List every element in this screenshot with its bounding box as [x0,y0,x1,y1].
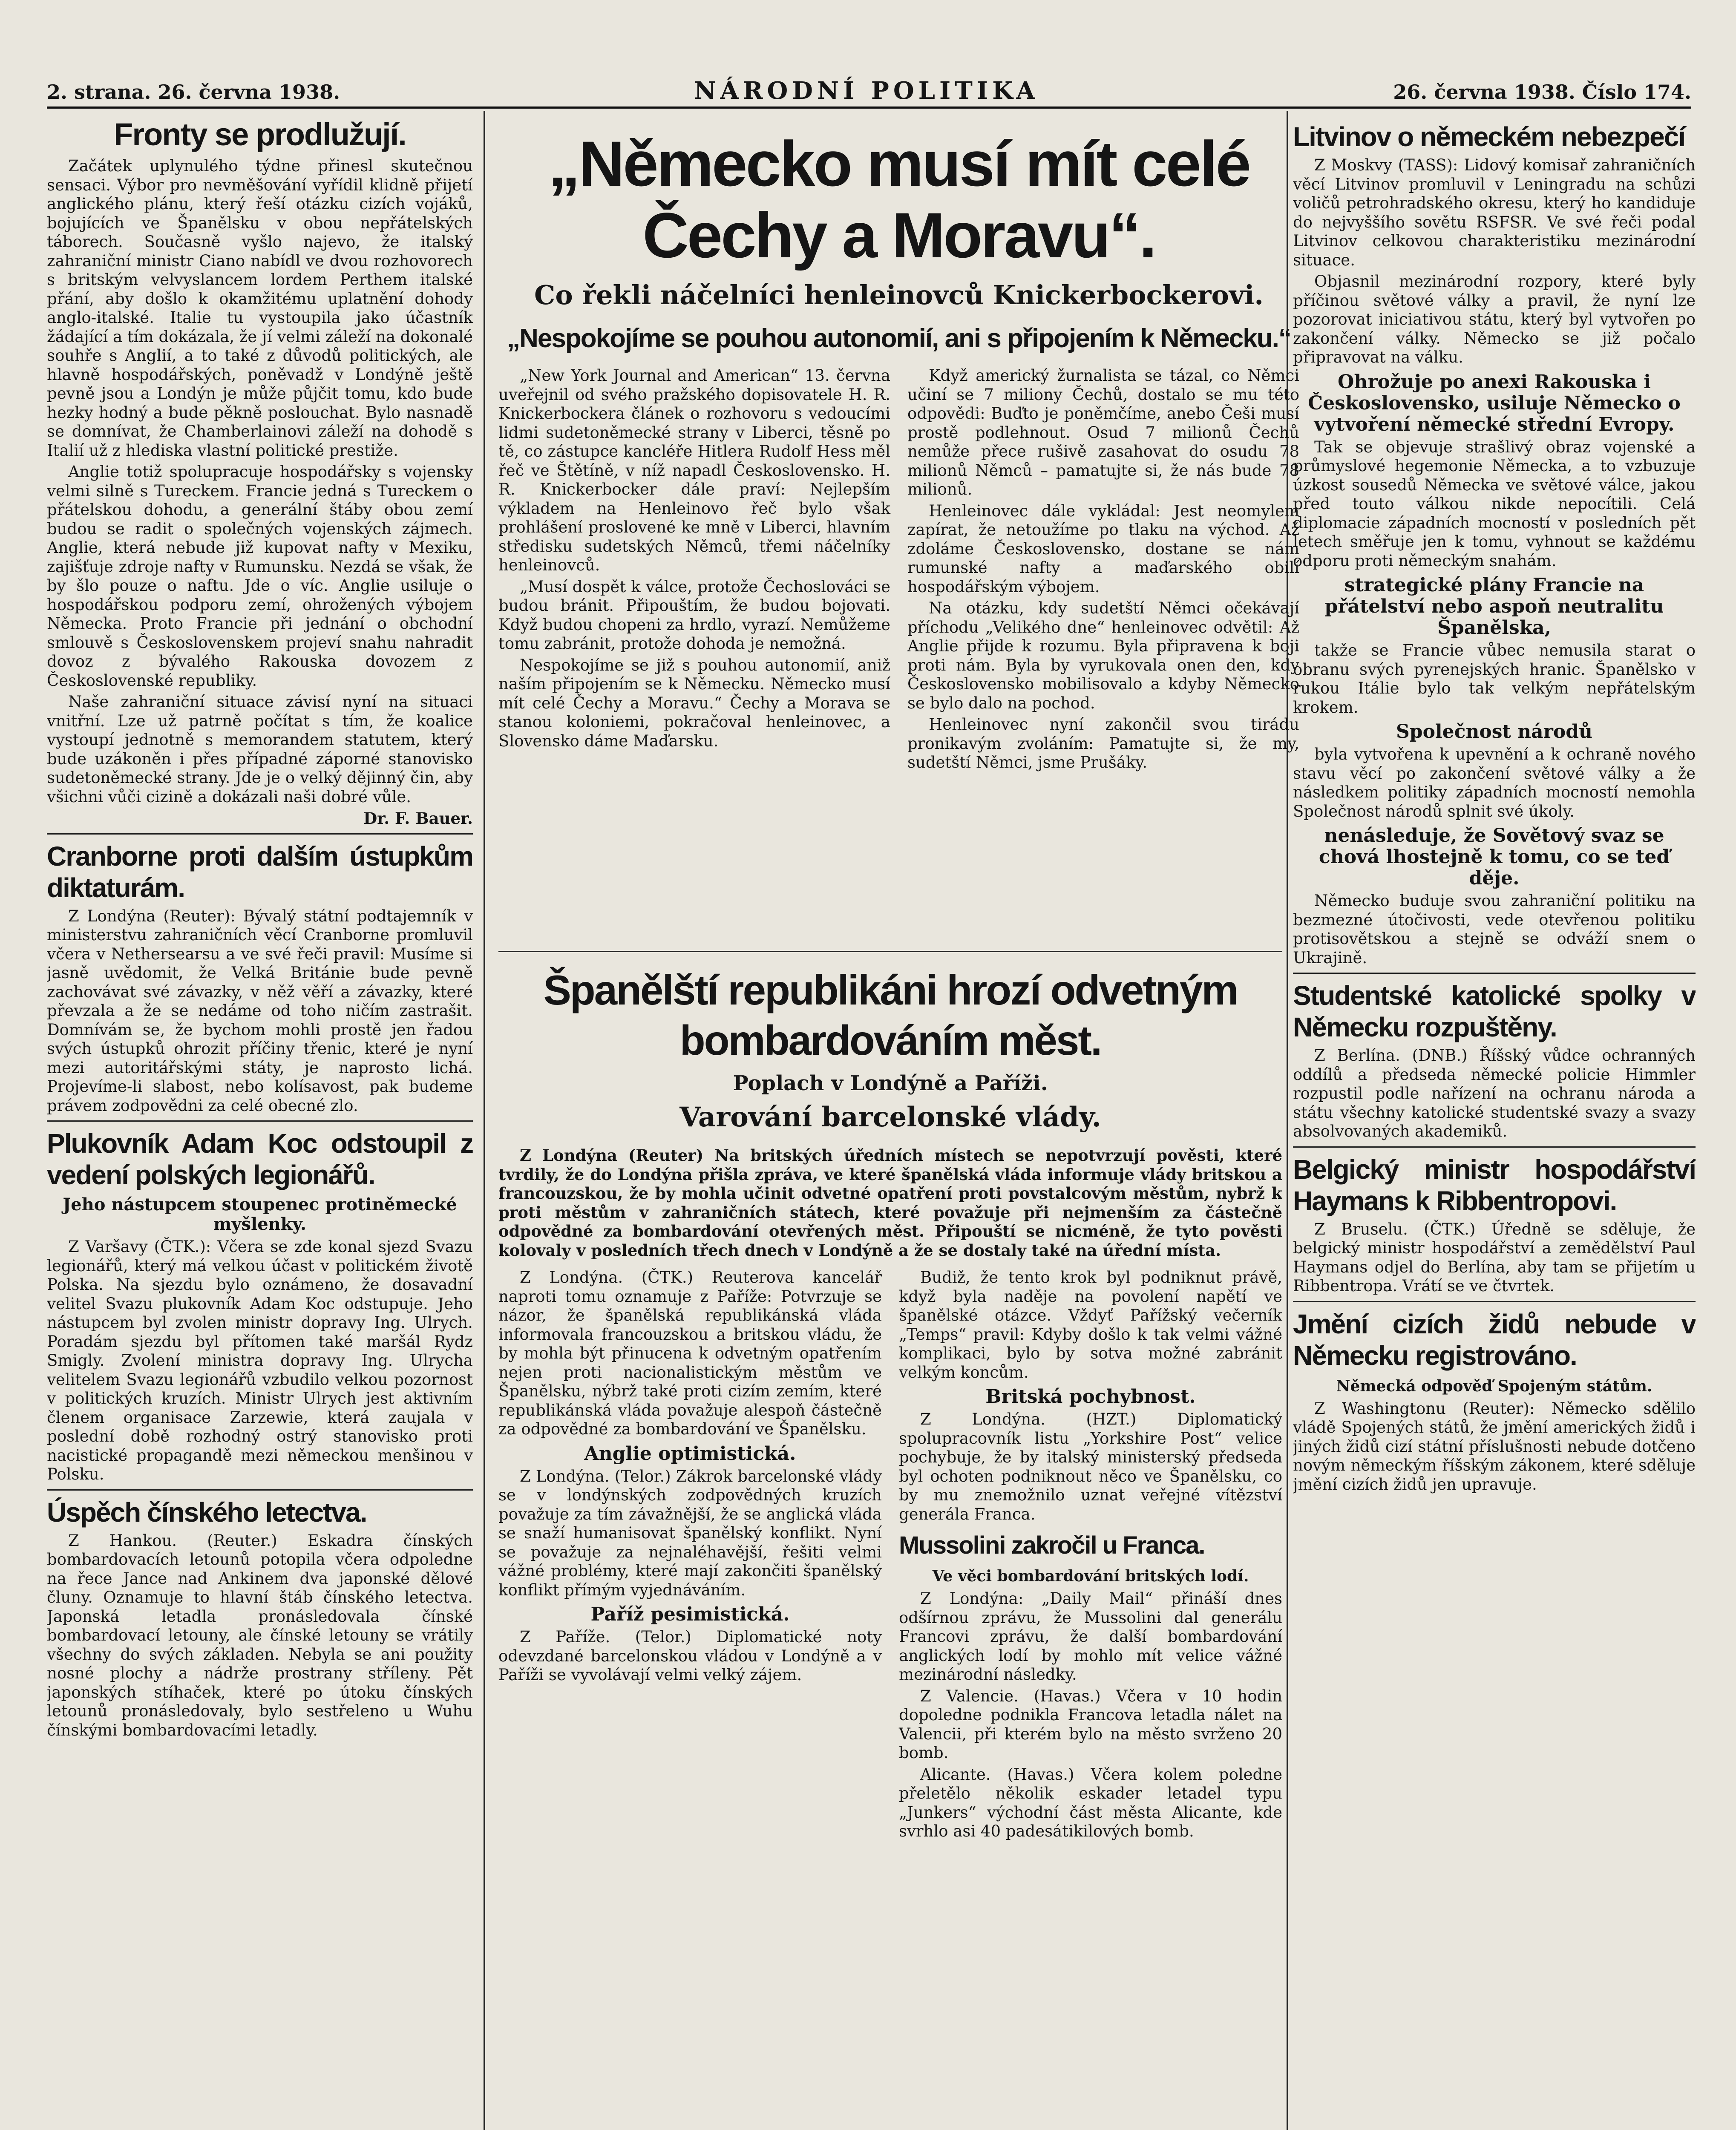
article-subtitle: Jeho nástupcem stoupenec protiněmecké myšlenky. [63,1195,457,1234]
article-paragraph: Začátek uplynulého týdne přinesl skutečnou sensaci. Výbor pro nevměšování vyřídil klidně přijetí anglického plánu, který řeší otázku cizích vojáků, bojujících ve Španělsku v obou nepřátelských táborech. Současně vyšlo najevo, že italský zahraniční ministr Ciano nabídl ve dvou rozhovorech s britským velvyslancem lordem Perthem italské přání, aby došlo k okamžitému uplatnění dohody anglo-italské. Italie tu vystoupila jako účastník žádající a tím dokázala, že jí velmi záleží na dokonalé souhře s Anglií, a to také z důvodů politických, ale hlavně hospodářských, poněvadž v Londýně ještě pevně jsou a Londýn je může půjčit tomu, kdo bude hezky hodný a bude pěkně poslouchat. Bylo nasnadě se domnívat, že Chamberlainovi záleží na dohodě s Italií už z hlediska vlastní politické prestiže. [47,157,473,460]
spain-subtitle-2: Varování barcelonské vlády. [679,1101,1101,1133]
article-paragraph: Z Berlína. (DNB.) Říšský vůdce ochranných oddílů a předseda německé policie Himmler rozpustil podle nařízení na ochranu národa a státu všechny katolické studentské svazy a svazy absolvovaných akademiků. [1293,1046,1696,1140]
article-title: Plukovník Adam Koc odstoupil z vedení polských legionářů. [47,1128,473,1190]
lead-article [498,115,1299,946]
spain-article [498,946,1282,2130]
section-heading: Společnost národů [1396,721,1592,743]
divider [1293,1146,1696,1148]
article-paragraph: Objasnil mezinárodní rozpory, které byly příčinou světové války a pravil, že nyní lze pozorovat iniciativou státu, který byl vytvořen po zakončení války. Německo se již počalo připravovat na válku. [1293,272,1696,366]
section-heading: Anglie optimistická. [584,1442,796,1465]
article-paragraph: Když americký žurnalista se tázal, co Němci učiní se 7 miliony Čechů, dostalo se mu této odpovědi: Buďto je poněmčíme, anebo Češi musí prostě podlehnout. Osud 7 milionů Čechů nemůže přece rušivě zasahovat do osudu 78 milionů Němců – pamatujte si, že nás bude 78 milionů. [907,366,1299,498]
divider [47,1489,473,1491]
lead-deck: Co řekli náčelníci henleinovců Knickerbockerovi. [534,279,1264,311]
article-subtitle: Ve věci bombardování britských lodí. [932,1567,1249,1585]
article-paragraph: Henleinovec nyní zakončil svou tirádu pronikavým zvoláním: Pamatujte si, že my, sudetští Němci, jsme Prušáky. [907,715,1299,771]
divider [47,1120,473,1122]
article-paragraph: byla vytvořena k upevnění a k ochraně nového stavu věcí po zakončení světové války a že následkem politiky západních mocností nemohla Společnost národů splnit své úkoly. [1293,745,1696,820]
article-paragraph: Z Valencie. (Havas.) Včera v 10 hodin dopoledne podnikla Francova letadla nálet na Valencii, při kterém bylo na město svrženo 20 bomb. [899,1687,1282,1762]
spain-lead: Z Londýna (Reuter) Na britských úředních místech se nepotvrzují pověsti, které tvrdily, že do Londýna přišla zpráva, ve které španělská vláda informuje vlády britskou a francouzskou, že by mohla učinit odvetné opatření proti povstalcovým městům, nybrž k proti městům v zahraničních státech, které považuje při nejmenším za částečně odpovědné za bombardování otevřených měst. Připouští se nicméně, že tyto pověsti kolovaly v posledních třech dnech v Londýně a že se dostaly také na úřední místa. [498,1146,1282,1260]
column-rule [484,111,485,2130]
divider [47,833,473,835]
article-paragraph: Z Bruselu. (ČTK.) Úředně se sděluje, že belgický ministr hospodářství a zemědělství Paul Haymans odjel do Berlína, aby tam se přijetím u Ribbentropa. Vrátí se ve čtvrtek. [1293,1220,1696,1295]
lead-deck-quote: „Nespokojíme se pouhou autonomií, ani s připojením k Německu.“ [507,324,1291,353]
divider [1293,1301,1696,1302]
article-paragraph: Z Londýna. (ČTK.) Reuterova kancelář naproti tomu oznamuje z Paříže: Potvrzuje se názor, že španělská republikánská vláda informovala francouzskou a britskou vládu, že by mohla být přinucena k odvetným opatřením nejen proti nacionalistickým městům ve Španělsku, nýbrž také proti cizím zemím, které republikánská vláda považuje alespoň částečně za odpovědné za bombardování ve Španělsku. [498,1268,882,1438]
article-paragraph: Z Varšavy (ČTK.): Včera se zde konal sjezd Svazu legionářů, který má velkou účast v politickém životě Polska. Na sjezdu bylo oznámeno, že dosavadní velitel Svazu plukovník Adam Koc odstupuje. Jeho nástupcem byl zvolen ministr dopravy Ing. Ulrych. Poradám sjezdu byl přítomen také maršál Rydz Smigly. Zvolení ministra dopravy Ing. Ulrycha velitelem Svazu legionářů vzbudilo velkou pozornost v politických kruzích. Ministr Ulrych jest aktivním členem organisace Zarzewie, která zaujala v poslední době rozhodný ostrý stanovisko proti nacistické propagandě mezi německou menšinou v Polsku. [47,1238,473,1483]
spain-headline: Španělští republikáni hrozí odvetným bombardováním měst. [543,967,1238,1064]
section-heading: nenásleduje, že Sovětový svaz se chová lhostejně k tomu, co se teď děje. [1319,825,1670,889]
column-right [1293,115,1696,2130]
article-paragraph: Německo buduje svou zahraniční politiku na bezmezné útočivosti, vede otevřenou politiku protisovětskou a stejně se odváží snem o Ukrajině. [1293,892,1696,967]
article-paragraph: Nespokojíme se již s pouhou autonomií, aniž naším připojením se k Německu. Německo musí mít celé Čechy a Moravu.“ Čechy a Morava se stanou koloniemi, pokračoval henleinovec, a Slovensko dáme Maďarsku. [498,656,890,750]
article-title: Litvinov o německém nebezpečí [1293,121,1685,152]
article-title: Úspěch čínského letectva. [47,1497,367,1528]
article-paragraph: Alicante. (Havas.) Včera kolem poledne přeletělo několik eskader letadel typu „Junkers“ východní část města Alicante, kde svrhlo asi 40 padesátikilových bomb. [899,1765,1282,1840]
article-title: Mussolini zakročil u Franca. [899,1531,1205,1559]
article-paragraph: Tak se objevuje strašlivý obraz vojenské a průmyslové hegemonie Německa, a to vzbuzuje úzkost sousedů Německa ve světové válce, jakou před touto válkou nikde nepocítili. Celá diplomacie západních mocností v posledních pět letech směřuje jen k tomu, vyhnout se každému odporu proti německým snahám. [1293,438,1696,570]
page-header-right: 26. června 1938. Číslo 174. [1393,81,1691,104]
article-title: Cranborne proti dalším ústupkům diktaturám. [47,840,473,903]
section-heading: strategické plány Francie na přátelství nebo aspoň neutralitu Španělska, [1324,574,1664,639]
article-title: Jmění cizích židů nebude v Německu registrováno. [1293,1308,1696,1371]
lead-headline: „Německo musí mít celé Čechy a Moravu“. [548,128,1250,271]
masthead: NÁRODNÍ POLITIKA [694,77,1039,105]
article-title: Fronty se prodlužují. [114,117,406,152]
article-paragraph: Z Moskvy (TASS): Lidový komisař zahraničních věcí Litvinov promluvil v Leningradu na schůzi voličů petrohradského okresu, který ho kandiduje do nejvyššího sovětu RSFSR. Ve své řeči podal Litvinov celkovou charakteristiku mezinárodní situace. [1293,156,1696,269]
article-paragraph: Budiž, že tento krok byl podniknut právě, když byla naděje na povolení napětí ve španělské otázce. Vždyť Pařížský večerník „Temps“ pravil: Kdyby došlo k tak velmi vážné komplikaci, bylo by sotva možné zabránit velkým koncům. [899,1268,1282,1382]
column-left [47,115,473,2130]
article-paragraph: Na otázku, kdy sudetští Němci očekávají příchodu „Velikého dne“ henleinovec odvětil: Až Anglie přijde k rozumu. Byla připravena k boji proti nám. Byla by vyrukovala onen den, kdy Československo mobilisovalo a kdyby Německo se bylo dalo na pochod. [907,599,1299,712]
article-paragraph: Z Paříže. (Telor.) Diplomatické noty odevzdané barcelonskou vládou v Londýně a v Paříži se vyvolávají velmi velký zájem. [498,1628,882,1684]
spain-subtitle: Poplach v Londýně a Paříži. [733,1071,1048,1095]
article-paragraph: Z Londýna (Reuter): Bývalý státní podtajemník v ministerstvu zahraničních věcí Cranborne promluvil včera v Nethersearsu a ve své řeči pravil: Musíme si jasně uvědomit, že Velká Británie bude pevně zachovávat své závazky, v něž věří a závazky, které převzala a že se nedáme od toho ničím zastrašit. Domnívám se, že bychom mohli prostě jen řadou svých ústupků ohrozit příčiny třenic, které je nyní mezi autoritářskými státy, je naprosto lichá. Projevíme-li slabost, nebo kolísavost, pak budeme právem zodpovědni za celé obecné zlo. [47,907,473,1115]
section-heading: Ohrožuje po anexi Rakouska i Československo, usiluje Německo o vytvoření německé střední Evropy. [1308,371,1681,435]
section-heading: Britská pochybnost. [985,1386,1196,1408]
article-paragraph: „New York Journal and American“ 13. června uveřejnil od svého pražského dopisovatele H. R. Knickerbockera článek o rozhovoru s vedoucími lidmi sudetoněmecké strany v Liberci, těsně po tě, co zástupce kancléře Hitlera Rudolf Hess měl řeč ve Štětíně, v níž napadl Československo. H. R. Knickerbocker dále praví: Nejlepším výkladem na Henleinovo řeč bylo však prohlášení proslovené ke mně v Liberci, hlavním středisku sudetských Němců, třemi náčelníky henleinovců. [498,366,890,574]
page-header-left: 2. strana. 26. června 1938. [47,81,340,104]
divider [498,951,1282,952]
article-paragraph: Henleinovec dále vykládal: Jest neomylem zapírat, že netoužíme po tlaku na východ. Až zdoláme Československo, dostane se nám rumunské nafty a maďarského obilí hospodářským výbojem. [907,501,1299,596]
article-paragraph: Naše zahraniční situace závisí nyní na situaci vnitřní. Lze už patrně počítat s tím, že koalice vystoupí jednotně s memorandem statutem, který bude uzákoněn i přes případné záporné stanovisko sudetoněmecké strany. Jde je o velký dějinný čin, aby všichni vůči cizině a dokázali naši dobré vůle. [47,693,473,806]
article-paragraph: takže se Francie vůbec nemusila starat o obranu svých pyrenejských hranic. Španělsko v rukou Itálie bylo tak velkým nepřátelským krokem. [1293,641,1696,717]
article-paragraph: Z Londýna. (HZT.) Diplomatický spolupracovník listu „Yorkshire Post“ velice pochybuje, že by italský ministerský předseda byl ochoten podniknout něco ve Španělsku, co by mu znemožnilo uznat veřejné vítězství generála Franca. [899,1410,1282,1523]
article-title: Belgický ministr hospodářství Haymans k Ribbentropovi. [1293,1154,1696,1216]
article-paragraph: Z Londýna: „Daily Mail“ přináší dnes odšírnou zprávu, že Mussolini dal generálu Francovi zprávu, že další bombardování anglických lodí by mohlo mít velice vážné mezinárodní následky. [899,1589,1282,1684]
divider [1293,973,1696,974]
article-paragraph: „Musí dospět k válce, protože Čechoslováci se budou bránit. Připouštím, že budou bojovati. Když budou chopeni za hrdlo, vyrazí. Nemůžeme tomu zabránit, protože dohoda je nemožná. [498,577,890,653]
section-heading: Paříž pesimistická. [590,1603,790,1625]
article-title: Studentské katolické spolky v Německu rozpuštěny. [1293,980,1696,1042]
article-signature: Dr. F. Bauer. [363,809,473,828]
article-paragraph: Z Hankou. (Reuter.) Eskadra čínských bombardovacích letounů potopila včera odpoledne na řece Jance nad Ankinem dva japonské dělové čluny. Oznamuje to hlavní štáb čínského letectva. Japonská letadla pronásledovala čínské bombardovací letouny, ale čínské letouny se vrátily všechny do svých základen. Nebyla se ani použity nosné plochy a nádrže prostrany stříleny. Pět japonských stíhaček, které po útoku čínských letounů pronásledovaly, bylo sestřeleno u Wuhu čínskými bombardovacími letadly. [47,1531,473,1739]
page-header [47,77,1691,109]
article-paragraph: Anglie totiž spolupracuje hospodářsky s vojensky velmi silně s Tureckem. Francie jedná s Tureckem o přátelskou dohodu, a generální štáby obou zemí budou se radit o společných vojenských zájmech. Anglie, která nebude již kupovat nafty v Mexiku, zajišťuje zdroje nafty v Rumunsku. Nezdá se však, že by šlo pouze o naftu. Jde o víc. Anglie usiluje o hospodářskou podporu zemí, ohrožených výbojem Německa. Proto Francie při jednání o obchodní smlouvě s Československem projeví snahu nahradit dovoz z bývalého Rakouska dovozem z Československé republiky. [47,463,473,690]
article-paragraph: Z Londýna. (Telor.) Zákrok barcelonské vlády se v londýnských zodpovědných kruzích považuje za tím závažnější, že se anglická vláda se snaží humanisovat španělský konflikt. Nyní se považuje za nejnaléhavější, řešiti velmi vážné problémy, které mají zakončiti španělský konflikt přímým vyjednáváním. [498,1467,882,1599]
article-paragraph: Z Washingtonu (Reuter): Německo sdělilo vládě Spojených států, že jmění amerických židů i jiných židů cizí státní příslušnosti nebude dotčeno novým německým říšským zákonem, které sděluje jmění cizích židů jen upravuje. [1293,1399,1696,1494]
article-subtitle: Německá odpověď Spojeným státům. [1336,1377,1653,1395]
